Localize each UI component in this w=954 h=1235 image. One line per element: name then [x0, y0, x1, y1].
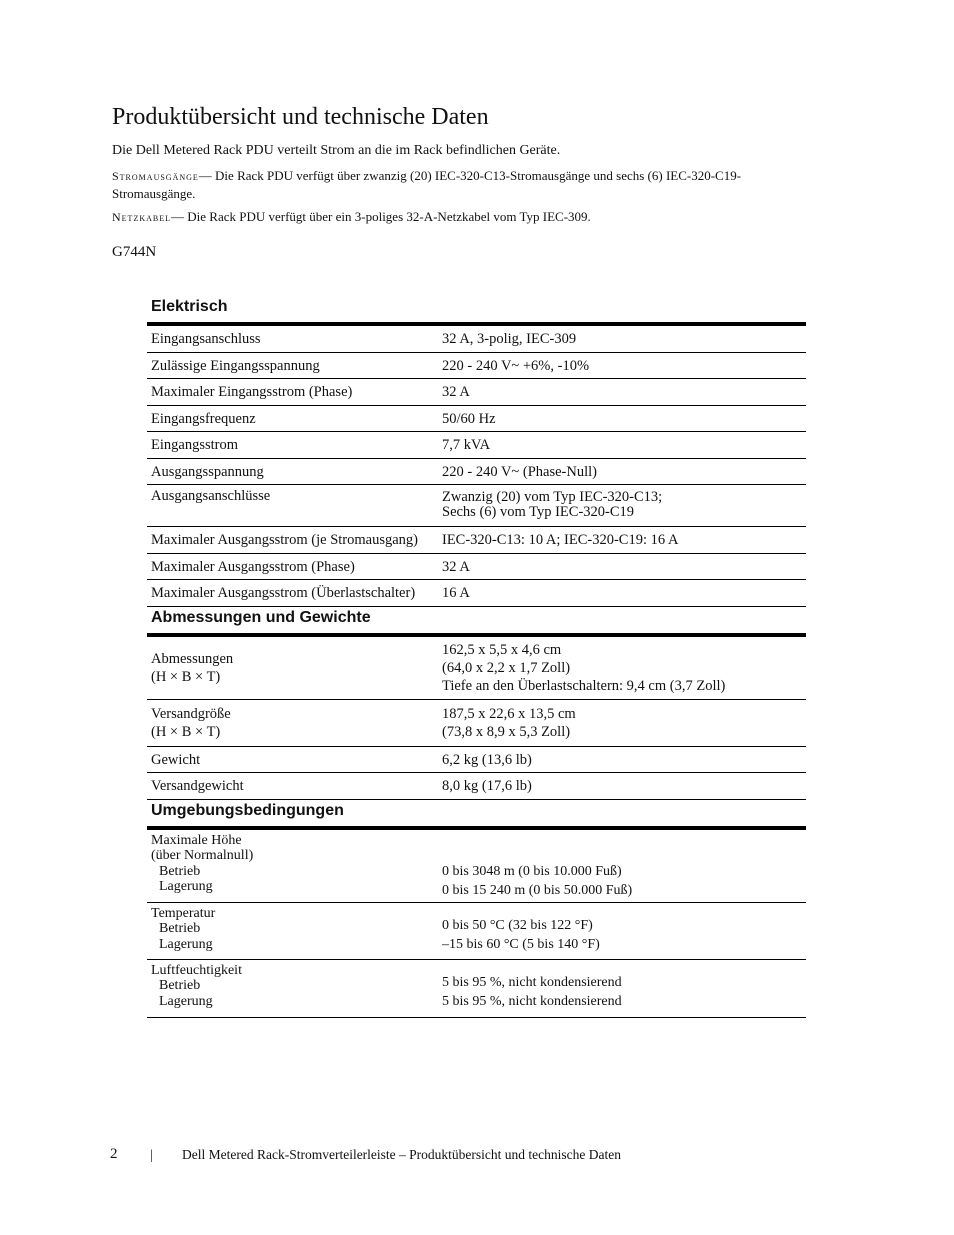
- table-row: [147, 406, 806, 433]
- row-label: Ausgangsanschlüsse: [151, 488, 271, 504]
- row-label: Gewicht: [151, 751, 201, 768]
- row-value-line: Tiefe an den Überlastschaltern: 9,4 cm (3,7 Zoll): [442, 677, 726, 694]
- table-row: [147, 326, 806, 353]
- row-label: Maximaler Ausgangsstrom (Überlastschalter): [151, 585, 416, 602]
- row-value: 7,7 kVA: [442, 437, 491, 454]
- table-row: [147, 773, 806, 800]
- row-label: [147, 833, 442, 902]
- row-sublabel: Betrieb: [159, 863, 201, 879]
- row-label-line: Versandgröße: [151, 705, 231, 722]
- spec-table: [147, 296, 806, 1018]
- row-label-line: Luftfeuchtigkeit: [151, 962, 242, 978]
- row-label: [147, 906, 442, 959]
- page-footer: [110, 1146, 621, 1163]
- table-row: [147, 379, 806, 406]
- row-label: Maximaler Eingangsstrom (Phase): [151, 384, 353, 401]
- table-row: [147, 527, 806, 554]
- row-sublabel: Betrieb: [159, 978, 201, 993]
- row-value: IEC-320-C13: 10 A; IEC-320-C19: 16 A: [442, 532, 679, 549]
- row-label: Zulässige Eingangsspannung: [151, 357, 320, 374]
- page-title: Produktübersicht und technische Daten: [112, 104, 489, 130]
- outlets-term: Stromausgänge: [112, 169, 199, 183]
- row-value: [442, 906, 806, 959]
- row-label: Maximaler Ausgangsstrom (je Stromausgang): [151, 532, 418, 549]
- row-value-line: 5 bis 95 %, nicht kondensierend: [442, 993, 622, 1009]
- section-heading-environment: Umgebungsbedingungen: [147, 800, 806, 830]
- table-row: [147, 432, 806, 459]
- table-row: [147, 830, 806, 903]
- row-value: 50/60 Hz: [442, 410, 496, 427]
- row-value: [442, 963, 806, 1017]
- table-row: [147, 485, 806, 527]
- power-cord-paragraph: [112, 208, 752, 226]
- table-row: [147, 700, 806, 747]
- row-value: 220 - 240 V~ +6%, -10%: [442, 357, 590, 374]
- row-value-line: 0 bis 15 240 m (0 bis 50.000 Fuß): [442, 882, 633, 898]
- outlets-paragraph: [112, 167, 752, 202]
- row-label: [147, 650, 442, 686]
- table-row: [147, 459, 806, 486]
- row-value: [442, 705, 806, 741]
- row-label: [147, 963, 442, 1017]
- row-value: [442, 489, 806, 526]
- row-value: [442, 641, 806, 695]
- intro-text: Die Dell Metered Rack PDU verteilt Strom an die im Rack befindlichen Geräte.: [112, 143, 561, 158]
- row-value: 6,2 kg (13,6 lb): [442, 751, 532, 768]
- row-label: Maximaler Ausgangsstrom (Phase): [151, 558, 355, 575]
- section-heading-dimensions: Abmessungen und Gewichte: [147, 607, 806, 637]
- row-value-line: (73,8 x 8,9 x 5,3 Zoll): [442, 723, 571, 740]
- table-row: [147, 747, 806, 774]
- row-value-line: 5 bis 95 %, nicht kondensierend: [442, 974, 622, 990]
- row-label-line: Maximale Höhe: [151, 832, 242, 848]
- row-label-line: (H × B × T): [151, 723, 221, 740]
- row-label-line: (H × B × T): [151, 668, 221, 685]
- row-label-line: (über Normalnull): [151, 848, 254, 863]
- row-value: [442, 833, 806, 902]
- page-number: 2: [110, 1146, 118, 1162]
- row-value: 220 - 240 V~ (Phase-Null): [442, 463, 597, 480]
- row-label: Eingangsfrequenz: [151, 410, 256, 427]
- table-row: [147, 637, 806, 700]
- row-value-line: 0 bis 50 °C (32 bis 122 °F): [442, 917, 593, 933]
- row-value-line: Zwanzig (20) vom Typ IEC-320-C13;: [442, 489, 663, 505]
- row-sublabel: Lagerung: [159, 936, 213, 952]
- power-cord-dash: —: [171, 209, 184, 224]
- row-value: 16 A: [442, 585, 470, 602]
- row-label-line: Temperatur: [151, 905, 216, 921]
- row-value: 32 A: [442, 558, 470, 575]
- footer-text: Dell Metered Rack-Stromverteilerleiste – Produktübersicht und technische Daten: [182, 1146, 621, 1162]
- row-value: 32 A: [442, 384, 470, 401]
- row-value-line: (64,0 x 2,2 x 1,7 Zoll): [442, 659, 571, 676]
- row-sublabel: Betrieb: [159, 921, 201, 936]
- model-number: G744N: [112, 244, 157, 260]
- table-row: [147, 353, 806, 380]
- row-value-line: –15 bis 60 °C (5 bis 140 °F): [442, 936, 600, 952]
- outlets-dash: —: [198, 168, 212, 183]
- row-value: 8,0 kg (17,6 lb): [442, 778, 532, 795]
- table-row: [147, 960, 806, 1018]
- row-label: Eingangsstrom: [151, 437, 238, 454]
- row-label: Versandgewicht: [151, 778, 244, 795]
- row-value-line: 187,5 x 22,6 x 13,5 cm: [442, 705, 576, 722]
- section-heading-electrical: Elektrisch: [147, 296, 806, 326]
- row-value-line: Sechs (6) vom Typ IEC-320-C19: [442, 504, 635, 520]
- row-value-line: 0 bis 3048 m (0 bis 10.000 Fuß): [442, 863, 622, 879]
- footer-separator: |: [150, 1146, 153, 1162]
- row-value-line: 162,5 x 5,5 x 4,6 cm: [442, 641, 562, 658]
- row-value: 32 A, 3-polig, IEC-309: [442, 331, 577, 348]
- row-label: Eingangsanschluss: [151, 331, 261, 348]
- table-row: [147, 554, 806, 581]
- row-sublabel: Lagerung: [159, 993, 213, 1009]
- row-label-line: Abmessungen: [151, 650, 234, 667]
- power-cord-text: Die Rack PDU verfügt über ein 3-poliges 32-A-Netzkabel vom Typ IEC-309.: [184, 209, 591, 224]
- row-label: Ausgangsspannung: [151, 463, 264, 480]
- row-label: [147, 705, 442, 741]
- table-row: [147, 903, 806, 960]
- outlets-text: Die Rack PDU verfügt über zwanzig (20) IEC-320-C13-Stromausgänge und sechs (6) IEC-320-C19-Stromausgänge.: [112, 168, 742, 201]
- row-sublabel: Lagerung: [159, 879, 213, 894]
- table-row: [147, 580, 806, 607]
- power-cord-term: Netzkabel: [112, 210, 171, 224]
